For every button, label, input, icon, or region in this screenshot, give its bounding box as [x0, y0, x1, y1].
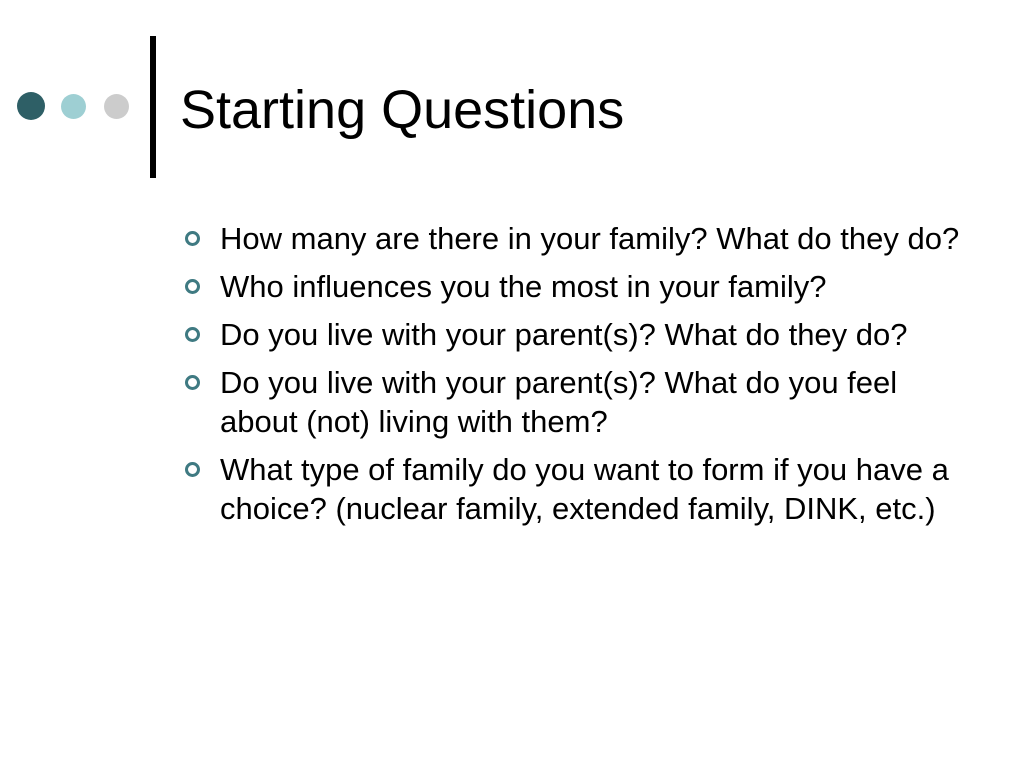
slide-title: Starting Questions [180, 80, 625, 140]
bullet-text: How many are there in your family? What do they do? [220, 221, 960, 256]
hollow-circle-bullet-icon [185, 375, 200, 390]
bullet-item [182, 315, 982, 354]
bullet-item [182, 267, 982, 306]
bullet-item [182, 450, 982, 528]
bullet-item [182, 219, 982, 258]
bullet-text: What type of family do you want to form if you have a choice? (nuclear family, extended family, DINK, etc.) [220, 452, 949, 526]
light-teal-dot-icon [61, 94, 86, 119]
hollow-circle-bullet-icon [185, 279, 200, 294]
bullet-text: Who influences you the most in your family? [220, 269, 827, 304]
hollow-circle-bullet-icon [185, 462, 200, 477]
hollow-circle-bullet-icon [185, 231, 200, 246]
bullet-item [182, 363, 982, 441]
bullet-text: Do you live with your parent(s)? What do you feel about (not) living with them? [220, 365, 898, 439]
dark-teal-dot-icon [17, 92, 45, 120]
bullet-list [182, 219, 982, 537]
gray-dot-icon [104, 94, 129, 119]
bullet-text: Do you live with your parent(s)? What do they do? [220, 317, 908, 352]
hollow-circle-bullet-icon [185, 327, 200, 342]
title-divider [150, 36, 156, 178]
